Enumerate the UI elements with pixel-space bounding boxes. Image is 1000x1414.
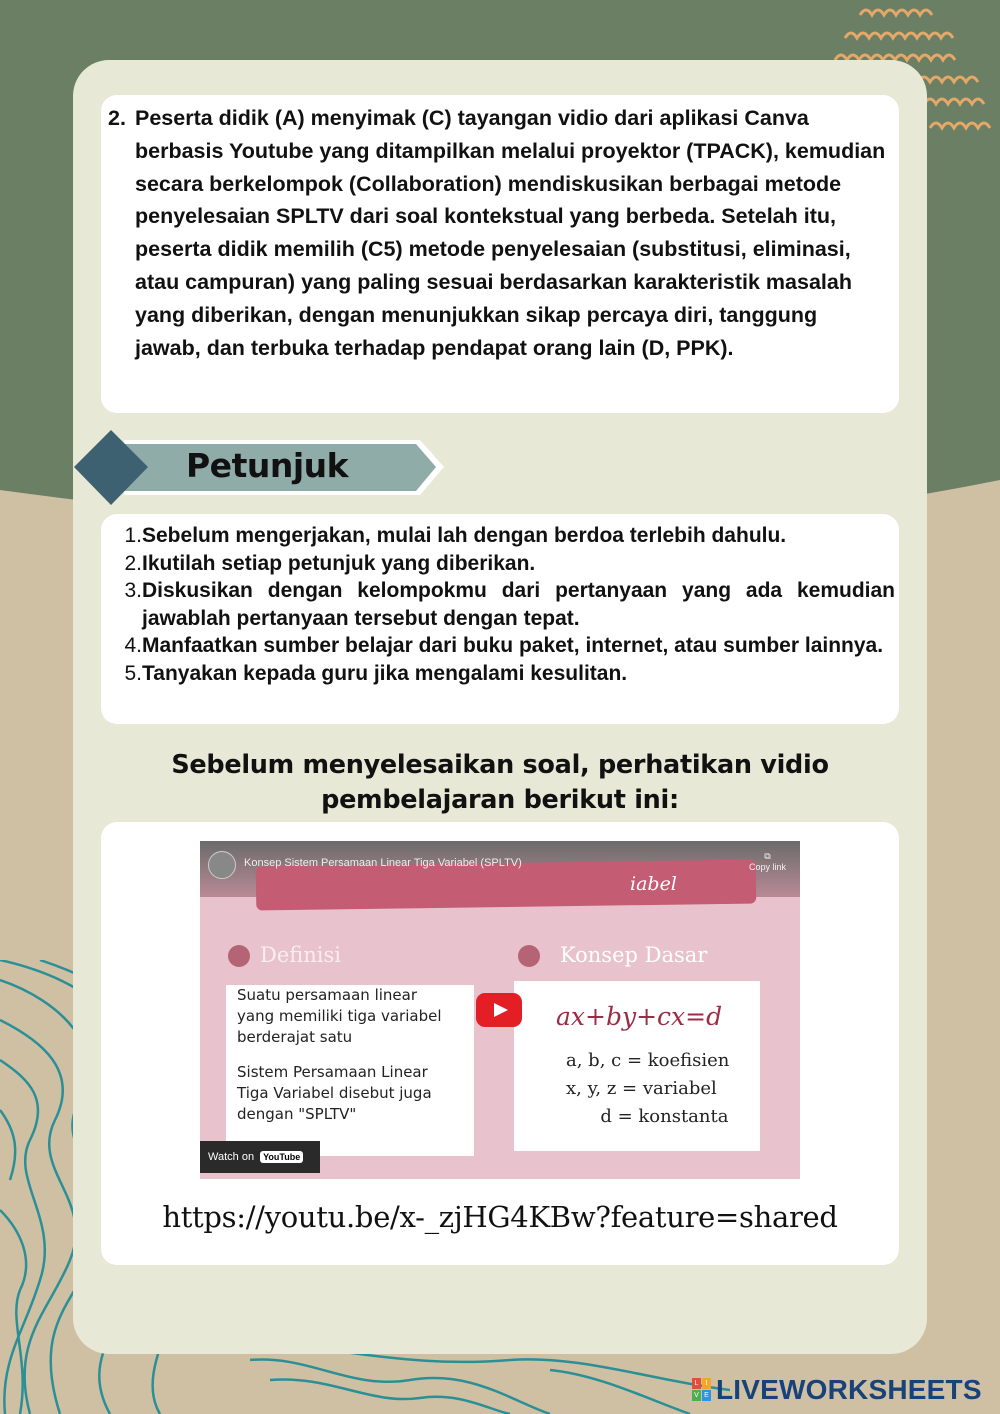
video-section-left: Definisi <box>260 943 342 965</box>
instructions-title: Petunjuk <box>186 446 349 485</box>
crown-icon <box>228 945 250 967</box>
objective-text: Peserta didik (A) menyimak (C) tayangan vidio dari aplikasi Canva berbasis Youtube yang ditampilkan melalui proyektor (TPACK), kemudian secara berkelompok (Collaboration) mendiskusikan berbagai metode penyelesaian SPLTV dari soal kontekstual yang berbeda. Setelah itu, peserta didik memilih (C5) metode penyelesaian (substitusi, eliminasi, atau campuran) yang paling sesuai berdasarkan karakteristik masalah yang diberikan, dengan menunjukkan sikap percaya diri, tanggung jawab, dan terbuka terhadap pendapat orang lain (D, PPK). <box>135 106 886 360</box>
list-item: 5. Tanyakan kepada guru jika mengalami kesulitan. <box>115 660 895 688</box>
topographic-lines-bottom <box>250 1350 730 1414</box>
liveworksheets-logo <box>692 1374 982 1406</box>
youtube-logo: YouTube <box>260 1151 303 1163</box>
video-title[interactable]: Konsep Sistem Persamaan Linear Tiga Variabel (SPLTV) <box>244 857 522 869</box>
definition-text: Suatu persamaan linear yang memiliki tiga variabel berderajat satu Sistem Persamaan Linear Tiga Variabel disebut juga dengan "SPLTV" <box>237 986 442 1123</box>
formula-legend: a, b, c = koefisien x, y, z = variabel d = konstanta <box>566 1050 730 1127</box>
copy-link-button[interactable]: ⧉ Copy link <box>748 851 786 872</box>
instruction-text: Tanyakan kepada guru jika mengalami kesulitan. <box>142 661 628 685</box>
copy-icon: ⧉ <box>764 851 771 861</box>
video-link[interactable]: https://youtu.be/x-_zjHG4KBw?feature=shared <box>162 1200 838 1234</box>
list-item: 3. Diskusikan dengan kelompokmu dari pertanyaan yang ada kemudian jawablah pertanyaan tersebut dengan tepat. <box>115 577 895 632</box>
instruction-text: Ikutilah setiap petunjuk yang diberikan. <box>142 551 536 575</box>
list-item: 2. Ikutilah setiap petunjuk yang diberikan. <box>115 550 895 578</box>
list-item: 1. Sebelum mengerjakan, mulai lah dengan berdoa terlebih dahulu. <box>115 522 895 550</box>
instruction-text: Diskusikan dengan kelompokmu dari pertanyaan yang ada kemudian jawablah pertanyaan tersebut dengan tepat. <box>142 579 895 630</box>
channel-avatar-icon[interactable] <box>208 851 236 879</box>
instructions-list <box>115 522 895 687</box>
objective-number: 2. <box>108 106 126 130</box>
formula-text: ax+by+cx=d <box>556 1002 723 1031</box>
instruction-text: Sebelum mengerjakan, mulai lah dengan berdoa terlebih dahulu. <box>142 524 787 547</box>
crown-icon <box>518 945 540 967</box>
play-button-icon[interactable] <box>476 993 522 1027</box>
learning-objective <box>108 102 888 364</box>
list-item: 4. Manfaatkan sumber belajar dari buku paket, internet, atau sumber lainnya. <box>115 632 895 660</box>
video-banner-text: iabel <box>630 873 677 895</box>
watch-on-youtube-button[interactable]: Watch on YouTube <box>200 1141 320 1173</box>
instruction-text: Manfaatkan sumber belajar dari buku paket, internet, atau sumber lainnya. <box>142 634 884 657</box>
brand-name: LIVEWORKSHEETS <box>716 1374 982 1405</box>
youtube-video-embed[interactable] <box>200 841 800 1179</box>
video-prompt: Sebelum menyelesaikan soal, perhatikan vidio pembelajaran berikut ini: <box>171 750 829 815</box>
video-section-right: Konsep Dasar <box>560 943 708 967</box>
liveworksheets-mark-icon: L I V E <box>692 1378 712 1402</box>
